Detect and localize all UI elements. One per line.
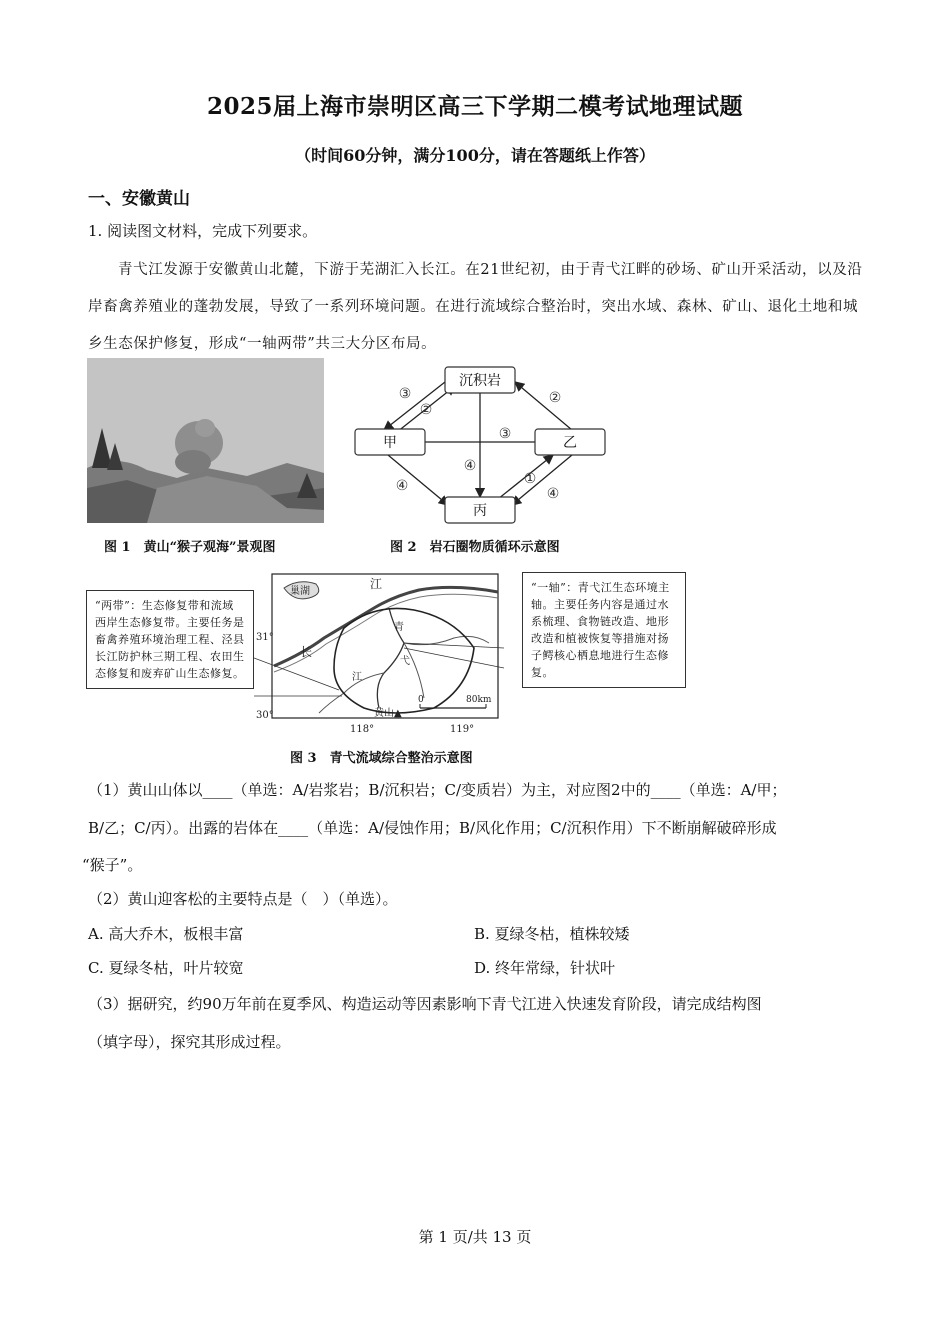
place-jiang: 江 [370, 577, 383, 591]
lat-30: 30° [256, 710, 274, 721]
question-number: 1. 阅读图文材料，完成下列要求。 [88, 222, 318, 240]
label-c2a: ② [419, 402, 433, 418]
two-belts-box: “两带”：生态修复带和流域西岸生态修复带。主要任务是畜禽养殖环境治理工程、泾县长江防护林三期工程、农田生态修复和废弃矿山生态修复。 [86, 590, 254, 689]
subquestion-2: （2）黄山迎客松的主要特点是（ ）（单选）。 [88, 890, 398, 908]
subquestion-3-line2: （填字母），探究其形成过程。 [88, 1033, 291, 1051]
place-chang: 长 [300, 645, 313, 659]
label-c3b: ③ [498, 426, 512, 442]
label-c4c: ④ [546, 486, 560, 502]
subquestion-3-line1: （3）据研究，约90万年前在夏季风、构造运动等因素影响下青弋江进入快速发育阶段，请完成结构图 [88, 995, 762, 1013]
exam-instructions: （时间60分钟，满分100分，请在答题纸上作答） [295, 146, 655, 165]
watershed-map [254, 568, 504, 738]
lon-119: 119° [450, 724, 475, 735]
place-yi: 弋 [400, 656, 410, 667]
option-b: B. 夏绿冬枯，植株较矮 [474, 925, 630, 943]
section-heading: 一、安徽黄山 [88, 189, 190, 209]
node-jia: 甲 [383, 435, 397, 451]
material-paragraph: 青弋江发源于安徽黄山北麓，下游于芜湖汇入长江。在21世纪初，由于青弋江畔的砂场、矿山开采活动，以及沿岸畜禽养殖业的蓬勃发展，导致了一系列环境问题。在进行流域综合整治时，突出水域、森林、矿山、退化土地和城乡生态保护修复，形成“一轴两带”共三大分区布局。 [88, 262, 863, 352]
node-bing: 丙 [473, 503, 487, 519]
page-title: 2025届上海市崇明区高三下学期二模考试地理试题 [206, 93, 743, 120]
option-c: C. 夏绿冬枯，叶片较宽 [88, 959, 244, 977]
one-axis-box: “一轴”：青弋江生态环境主轴。主要任务内容是通过水系梳理、食物链改造、地形改造和植被恢复等措施对扬子鳄核心栖息地进行生态修复。 [522, 572, 686, 688]
subquestion-1-line1: （1）黄山山体以____（单选：A/岩浆岩；B/沉积岩；C/变质岩）为主，对应图2中的____（单选：A/甲； [88, 781, 787, 799]
label-c4b: ④ [395, 478, 409, 494]
rock-cycle-diagram [350, 362, 610, 531]
option-d: D. 终年常绿，针状叶 [474, 959, 616, 977]
label-c3a: ③ [398, 386, 412, 402]
figure2-caption: 图 2 岩石圈物质循环示意图 [390, 540, 560, 555]
label-c2b: ② [548, 390, 562, 406]
node-yi: 乙 [563, 435, 577, 451]
label-c1: ① [523, 471, 537, 487]
figure1-caption: 图 1 黄山“猴子观海”景观图 [104, 540, 276, 555]
label-c4a: ④ [463, 458, 477, 474]
scale-80: 80km [466, 695, 492, 705]
huangshan-photo [87, 358, 324, 523]
place-huangshan: 黄山▲ [374, 708, 402, 719]
subquestion-1-line2: B/乙；C/丙）。出露的岩体在____（单选：A/侵蚀作用；B/风化作用；C/沉积作用）下不断崩解破碎形成 [88, 819, 777, 837]
lat-31: 31° [256, 632, 274, 643]
place-chaohu: 巢湖 [290, 586, 310, 597]
subquestion-1-line3: “猴子”。 [82, 856, 143, 874]
node-sedimentary: 沉积岩 [459, 373, 501, 389]
option-a: A. 高大乔木，板根丰富 [88, 925, 244, 943]
figure3-caption: 图 3 青弋流域综合整治示意图 [290, 751, 473, 766]
place-jiang2: 江 [352, 672, 362, 683]
page-number: 第 1 页/共 13 页 [418, 1228, 532, 1246]
place-qing: 青 [394, 622, 404, 633]
scale-zero: 0 [418, 695, 424, 705]
lon-118: 118° [350, 724, 375, 735]
monkey-rock-illustration [87, 358, 324, 523]
